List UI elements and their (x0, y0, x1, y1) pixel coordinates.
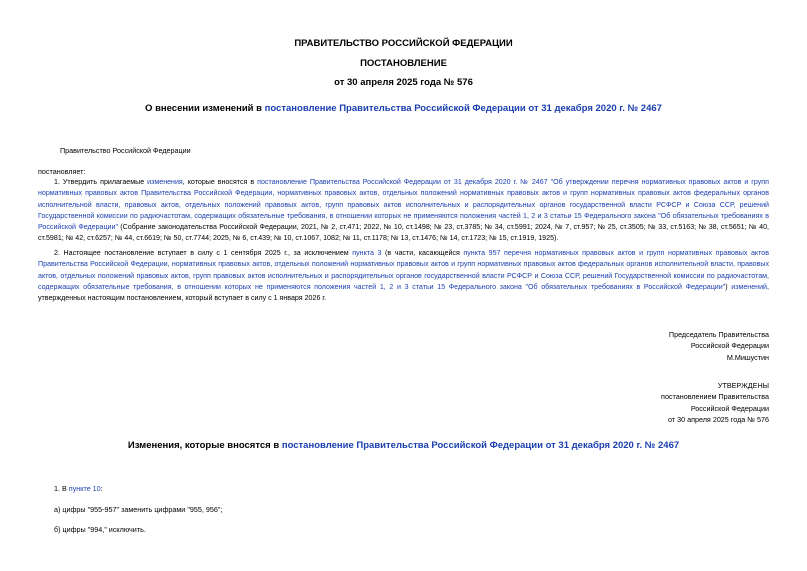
changes-title-prefix: Изменения, которые вносятся в (127, 440, 282, 451)
paragraph-2-text-start: 2. Настоящее постановление вступает в силу с 1 сентября 2025 г., за исключением (54, 249, 353, 257)
signature-country: Российской Федерации (690, 341, 769, 351)
paragraph-2-text-middle: (в части, касающейся (381, 249, 464, 257)
point-3-link[interactable]: пункта 3 (352, 249, 382, 257)
paragraph-2-text-mid2: ) (725, 282, 732, 291)
changes-link-2[interactable]: изменений (731, 282, 768, 291)
decree-2467-link[interactable]: постановление Правительства Российской Федерации от 31 декабря 2020 г. № 2467 "Об утверждении перечня нормативных правовых актов и групп нормативных правовых актов Правительства Российской Федерации, нормативных правовых актов, отдельных положений нормативных правовых актов и групп нормативных правовых актов федеральных органов исполнительной власти, правовых актов, отдельных положений правовых актов, групп правовых актов исполнительных и распорядительных органов государственной власти РСФСР и Союза ССР, решений Государственной комиссии по радиочастотам, содержащих обязательные требования, в отношении которых не применяются положения частей 1, 2 и 3 статьи 15 Федерального закона "Об обязательных требованиях в Российской Федерации" (38, 178, 769, 232)
paragraph-2 (38, 248, 769, 304)
paragraph-2-text-end: , утвержденных настоящим постановлением, который вступает в силу с 1 января 2026 г. (38, 282, 769, 303)
change-subitem-a: а) цифры "955-957" заменить цифрами "955, 956"; (54, 505, 223, 514)
paragraph-1-text-start: 1. Утвердить прилагаемые (54, 178, 148, 186)
paragraph-1-text-end: (Собрание законодательства Российской Федерации, 2021, № 2, ст.471; 2022, № 10, ст.1498; № 23, ст.3785; № 34, ст.5991; 2024, № 7, ст.957; № 25, ст.3505; № 33, ст.5163; № 38, ст.5651; № 40, ст.5981; № 42, ст.6257; № 44, ст.6619; № 50, ст.7744; 2025, № 6, ст.439; № 10, ст.1067, 1082; № 11, ст.1178; № 13, ст.1476; № 14, ст.1723; № 15, ст.1919, 1925). (38, 223, 770, 243)
changes-link[interactable]: изменения (147, 178, 183, 186)
changes-decree-link[interactable]: постановление Правительства Российской Федерации от 31 декабря 2020 г. № 2467 (281, 440, 680, 451)
change-subitem-b: б) цифры "994," исключить. (54, 525, 146, 534)
point-957-link[interactable]: пункта 957 перечня нормативных правовых актов и групп нормативных правовых актов Правительства Российской Федерации, нормативных правовых актов, отдельных положений нормативных правовых актов и групп нормативных правовых актов федеральных органов исполнительной власти, правовых актов, отдельных положений правовых актов, групп правовых актов исполнительных и распорядительных органов государственной власти РСФСР и Союза ССР, решений Государственной комиссии по радиочастотам, содержащих обязательные требования, в отношении которых не применяются положения частей 1, 2 и 3 статьи 15 Федерального закона "Об обязательных требованиях в Российской Федерации" (38, 249, 769, 291)
amended-decree-link[interactable]: постановление Правительства Российской Федерации от 31 декабря 2020 г. № 2467 (264, 103, 662, 114)
approved-country: Российской Федерации (690, 403, 769, 413)
change-item-1-prefix: 1. В (54, 484, 69, 493)
approved-block (661, 380, 769, 426)
issuer: Правительство Российской Федерации (60, 146, 191, 155)
approved-heading: УТВЕРЖДЕНЫ (717, 381, 769, 390)
document-title (0, 103, 807, 114)
change-item-1-suffix: : (100, 484, 103, 493)
approved-by: постановлением Правительства (661, 392, 769, 402)
paragraph-1-text-middle: , которые вносятся в (182, 178, 258, 186)
government-name: ПРАВИТЕЛЬСТВО РОССИЙСКОЙ ФЕДЕРАЦИИ (294, 38, 513, 49)
signature-name: М.Мишустин (726, 352, 769, 362)
paragraph-1 (38, 177, 769, 245)
document-type: ПОСТАНОВЛЕНИЕ (360, 58, 447, 69)
signature-position: Председатель Правительства (668, 330, 769, 339)
change-item-1 (54, 484, 103, 493)
approved-date: от 30 апреля 2025 года № 576 (667, 415, 769, 425)
point-10-link[interactable]: пункте 10 (68, 484, 101, 493)
signature-block (669, 329, 769, 363)
document-title-prefix: О внесении изменений в (145, 103, 265, 114)
changes-title (0, 440, 807, 451)
decides-word: постановляет: (38, 167, 86, 176)
document-date-number: от 30 апреля 2025 года № 576 (334, 77, 473, 88)
